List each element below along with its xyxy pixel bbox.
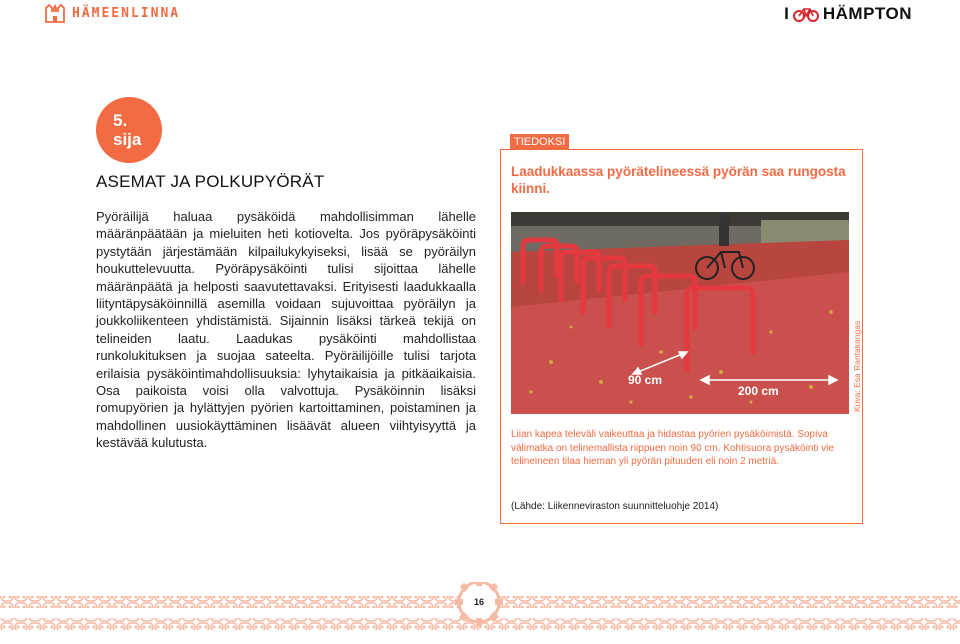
rank-badge-label: sija <box>113 130 142 149</box>
photo-credit <box>848 320 868 412</box>
hampton-logo-text: HÄMPTON <box>822 4 912 23</box>
hameenlinna-logo <box>44 2 180 24</box>
info-box-title: Laadukkaassa pyörätelineessä pyörän saa rungosta kiinni. <box>511 164 846 196</box>
section-heading: ASEMAT JA POLKUPYÖRÄT <box>96 172 325 191</box>
page-number: 16 <box>473 597 484 607</box>
source-note: (Lähde: Liikenneviraston suunnitteluohje 2014) <box>511 501 719 512</box>
bike-rack-illustration <box>511 212 849 414</box>
info-box-tag: TIEDOKSI <box>510 134 569 150</box>
body-paragraph: Pyöräilijä haluaa pysäköidä mahdollisimman lähelle määränpäätään ja mieluiten heti kotiovelta. Jos pyöräpysäköinti pystytään järjestämään kilpailukykyiseksi, lisää se pyöräilyn houkuttelevuutta. Pyöräpysäköinti tulisi sijoittaa lähelle määränpäätä ja helposti saavutettavaksi. Erityisesti laadukkaalla liityntäpysäköinnillä asemilla voidaan sujuvoittaa pyöräilyn ja joukkoliikenteen yhdistämistä. Sijainnin lisäksi tärkeä tekijä on telineiden laatu. Laadukas pysäköinti mahdollistaa runkolukituksen ja suojaa sateelta. Pyöräilijöille tulisi tarjota erilaisia pysäköintimahdollisuuksia: lyhytaikaisia ja pitkäaikaisia. Osa paikoista voisi olla valvottuja. Pysäköinnin lisäksi romupyörien ja hylättyjen pyörien kartoittaminen, poistaminen ja mahdollinen uusiokäyttäminen lisäävät alueen viihtyisyyttä ja kestävää kulutusta. <box>96 209 476 451</box>
rank-badge-number: 5. <box>113 111 128 130</box>
rank-badge <box>96 97 162 163</box>
body-text <box>96 208 476 452</box>
photo-caption: Liian kapea televäli vaikeuttaa ja hidastaa pyörien pysäköimistä. Sopiva välimatka on telinemallista riippuen noin 90 cm. Kohtisuora pysäköinti vie telineineen tilaa hieman yli pyörän pituuden eli noin 2 metriä. <box>511 429 834 468</box>
hameenlinna-logo-text: HÄMEENLINNA <box>72 5 181 21</box>
hampton-logo-prefix: I <box>784 4 789 23</box>
hampton-logo <box>784 4 912 24</box>
spacing-label: 200 cm <box>738 384 779 398</box>
castle-icon <box>44 2 66 24</box>
width-label: 90 cm <box>628 373 663 387</box>
photo-credit-text: Kuva: Esa Rantakangas <box>852 320 862 412</box>
bike-rack-photo <box>511 212 849 414</box>
bicycle-icon <box>793 6 819 22</box>
